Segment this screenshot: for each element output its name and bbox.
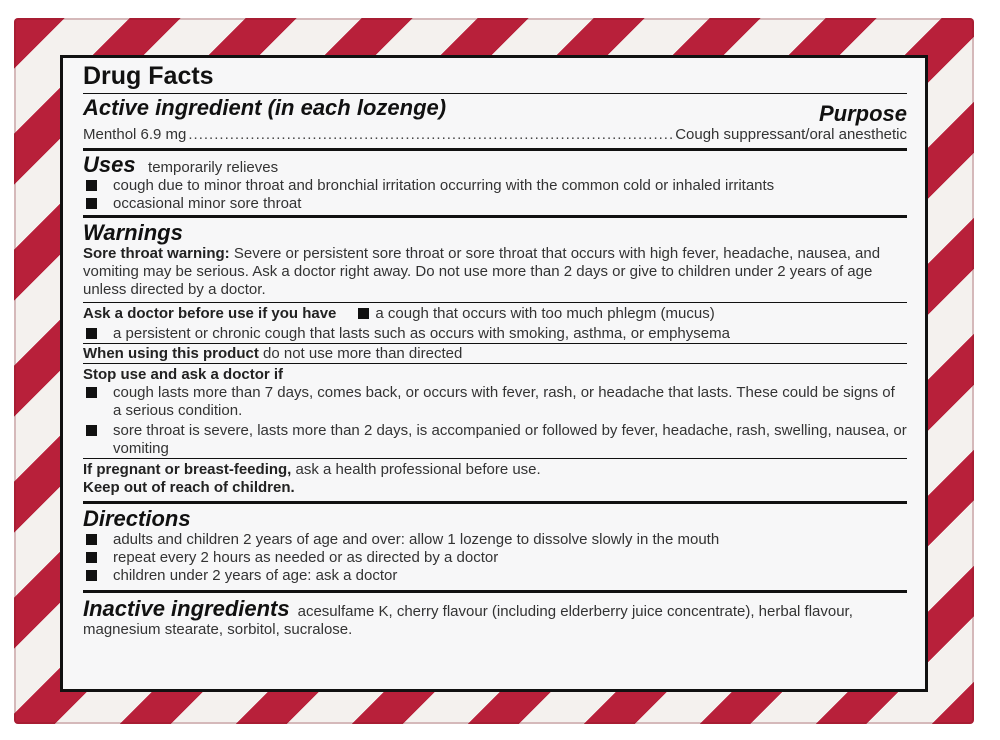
ask-doctor-line: Ask a doctor before use if you have a cough that occurs with too much phlegm (mucus) xyxy=(83,305,715,322)
when-using-line: When using this product do not use more than directed xyxy=(83,343,907,363)
bullet-icon xyxy=(86,534,97,545)
keep-out-warning: Keep out of reach of children. xyxy=(83,479,295,496)
package-side-brand-text: FISHERMAN'S FRIEND xyxy=(973,158,990,339)
bullet-icon xyxy=(86,180,97,191)
active-ingredient-purpose: Cough suppressant/oral anesthetic xyxy=(675,126,907,143)
bullet-icon xyxy=(86,552,97,563)
warnings-heading: Warnings xyxy=(83,220,183,245)
list-item: repeat every 2 hours as needed or as directed by a doctor xyxy=(83,549,907,567)
drug-facts-panel xyxy=(60,55,928,692)
list-item: children under 2 years of age: ask a doctor xyxy=(83,567,907,585)
purpose-heading: Purpose xyxy=(818,101,907,126)
sore-throat-warning: Sore throat warning: Severe or persistent sore throat or sore throat that occurs with high fever, headache, nausea, and vomiting may be serious. Ask a doctor right away. Do not use more than 2 days or give to children under 2 years of age unless directed by a doctor. xyxy=(83,245,881,298)
list-item: a persistent or chronic cough that lasts such as occurs with smoking, asthma, or emphysema xyxy=(83,325,907,343)
list-item: sore throat is severe, lasts more than 2 days, is accompanied or followed by fever, headache, rash, swelling, nausea, or vomiting xyxy=(83,422,907,458)
active-ingredient-item: Menthol 6.9 mg xyxy=(83,126,187,143)
uses-intro: temporarily relieves xyxy=(148,159,279,176)
uses-heading: Uses xyxy=(83,152,136,177)
bullet-icon xyxy=(86,570,97,581)
uses-section xyxy=(83,151,907,218)
pregnant-warning: If pregnant or breast-feeding, ask a health professional before use. xyxy=(83,461,541,478)
active-ingredient-heading: Active ingredient (in each lozenge) xyxy=(83,95,447,120)
bullet-icon xyxy=(358,308,369,319)
leader-dots xyxy=(188,126,673,144)
warnings-section xyxy=(83,218,907,504)
inactive-ingredients-heading: Inactive ingredients xyxy=(83,596,290,621)
bullet-icon xyxy=(86,425,97,436)
inactive-ingredients-section xyxy=(83,593,907,639)
bullet-icon xyxy=(86,387,97,398)
list-item: cough lasts more than 7 days, comes back, or occurs with fever, rash, or headache that lasts. These could be signs of a serious condition. xyxy=(83,384,907,420)
bullet-icon xyxy=(86,198,97,209)
bullet-icon xyxy=(86,328,97,339)
list-item: cough due to minor throat and bronchial irritation occurring with the common cold or inhaled irritants xyxy=(83,177,907,195)
directions-heading: Directions xyxy=(83,506,191,531)
list-item: adults and children 2 years of age and over: allow 1 lozenge to dissolve slowly in the mouth xyxy=(83,531,907,549)
directions-section xyxy=(83,504,907,593)
inactive-ingredients-text: acesulfame K, cherry flavour (including elderberry juice concentrate), herbal flavour, magnesium stearate, sorbitol, sucralose. xyxy=(83,603,853,638)
list-item: occasional minor sore throat xyxy=(83,195,907,213)
active-ingredient-section xyxy=(83,58,907,151)
drug-facts-title: Drug Facts xyxy=(83,61,907,94)
stop-use-heading: Stop use and ask a doctor if xyxy=(83,366,284,383)
